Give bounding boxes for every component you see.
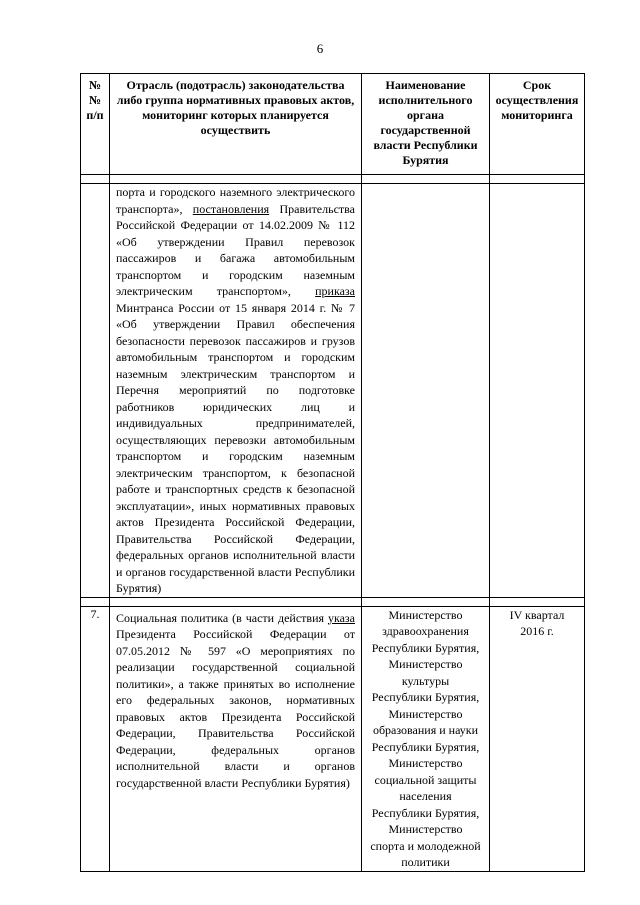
row-legislation-text [110, 607, 361, 792]
order-link[interactable]: приказа [315, 284, 355, 298]
organ-line: Министерство [388, 822, 463, 836]
organ-line: Республики Бурятия, [371, 640, 480, 655]
organ-line: Республики Бурятия, [371, 739, 480, 754]
row-text-part: Социальная политика (в части действия [116, 610, 328, 625]
continuation-organ-cell [362, 184, 490, 598]
organ-line: населения [399, 789, 452, 803]
organ-line: Министерство [388, 607, 463, 622]
table-row [81, 606, 585, 871]
organ-line: Министерство [388, 657, 463, 671]
table-gap-row [81, 175, 585, 184]
header-legislation-branch: Отрасль (подотрасль) законодательства либо группа нормативных правовых актов, мониторинг которых планируется осуществить [110, 74, 362, 175]
organ-line: Министерство [388, 756, 463, 770]
row-term-cell [490, 606, 585, 871]
continuation-text-part: Правительства Российской Федерации от 14.02.2009 № 112 «Об утверждении Правил перевозок пассажиров и багажа автомобильным транспортом и городским наземным электрическим транспортом», [116, 201, 355, 298]
row-organ-cell [362, 606, 490, 871]
header-monitoring-term: Срок осуществления мониторинга [490, 74, 585, 175]
organ-line: Республики Бурятия, [371, 690, 480, 704]
header-number: №№ п/п [81, 74, 110, 175]
organ-line: политики [401, 855, 450, 869]
row-legislation-cell [110, 606, 362, 871]
table-row [81, 184, 585, 598]
continuation-text [110, 184, 361, 597]
table-header-row [81, 74, 585, 175]
continuation-term-cell [490, 184, 585, 598]
page-number: 6 [316, 41, 324, 56]
organ-line: здравоохранения [382, 624, 469, 638]
organ-line: образования и науки [372, 723, 479, 737]
continuation-text-part: Минтранса России от 15 января 2014 г. № 7 «Об утверждении Правил обеспечения безопасности перевозок пассажиров и грузов автомобильным транспортом и городским наземным электрическим транспортом и Перечня мероприятий по подготовке работников юридических лиц и индивидуальных предпринимателей, осуществляющих перевозки автомобильным транспортом и городским наземным электрическим транспортом, к безопасной работе и транспортных средств к безопасной эксплуатации», иных нормативных правовых актов Президента Российской Федерации, Правительства Российской Федерации, федеральных органов исполнительной власти и органов государственной власти Республики Бурятия) [116, 300, 355, 595]
term-line: 2016 г. [520, 624, 554, 638]
organ-line: культуры [401, 673, 450, 688]
header-executive-body: Наименование исполнительного органа государственной власти Республики Бурятия [362, 74, 490, 175]
organ-line: спорта и молодежной [370, 838, 481, 853]
row-number: 7. [81, 606, 110, 871]
term-line: IV квартал [509, 607, 565, 622]
continuation-number-cell [81, 184, 110, 598]
resolution-link[interactable]: постановления [192, 201, 270, 216]
organ-line: Республики Бурятия, [371, 805, 480, 820]
row-text-part: Президента Российской Федерации от 07.05.2012 № 597 «О мероприятиях по реализации государственной социальной политики», а также принятых во исполнение его федеральных законов, нормативных правовых актов Президента Российской Федерации, Правительства Российской Федерации, федеральных органов исполнительной власти и органов государственной власти Республики Бурятия) [116, 627, 355, 790]
continuation-legislation-cell [110, 184, 362, 598]
decree-link[interactable]: указа [327, 610, 355, 625]
table-gap-row [81, 597, 585, 606]
monitoring-table-wrapper [80, 73, 584, 872]
monitoring-table [80, 73, 585, 872]
organ-line: Министерство [388, 706, 463, 721]
continuation-text-part: порта и городского наземного электрического транспорта», [116, 185, 355, 216]
organ-line: социальной защиты [374, 772, 477, 787]
